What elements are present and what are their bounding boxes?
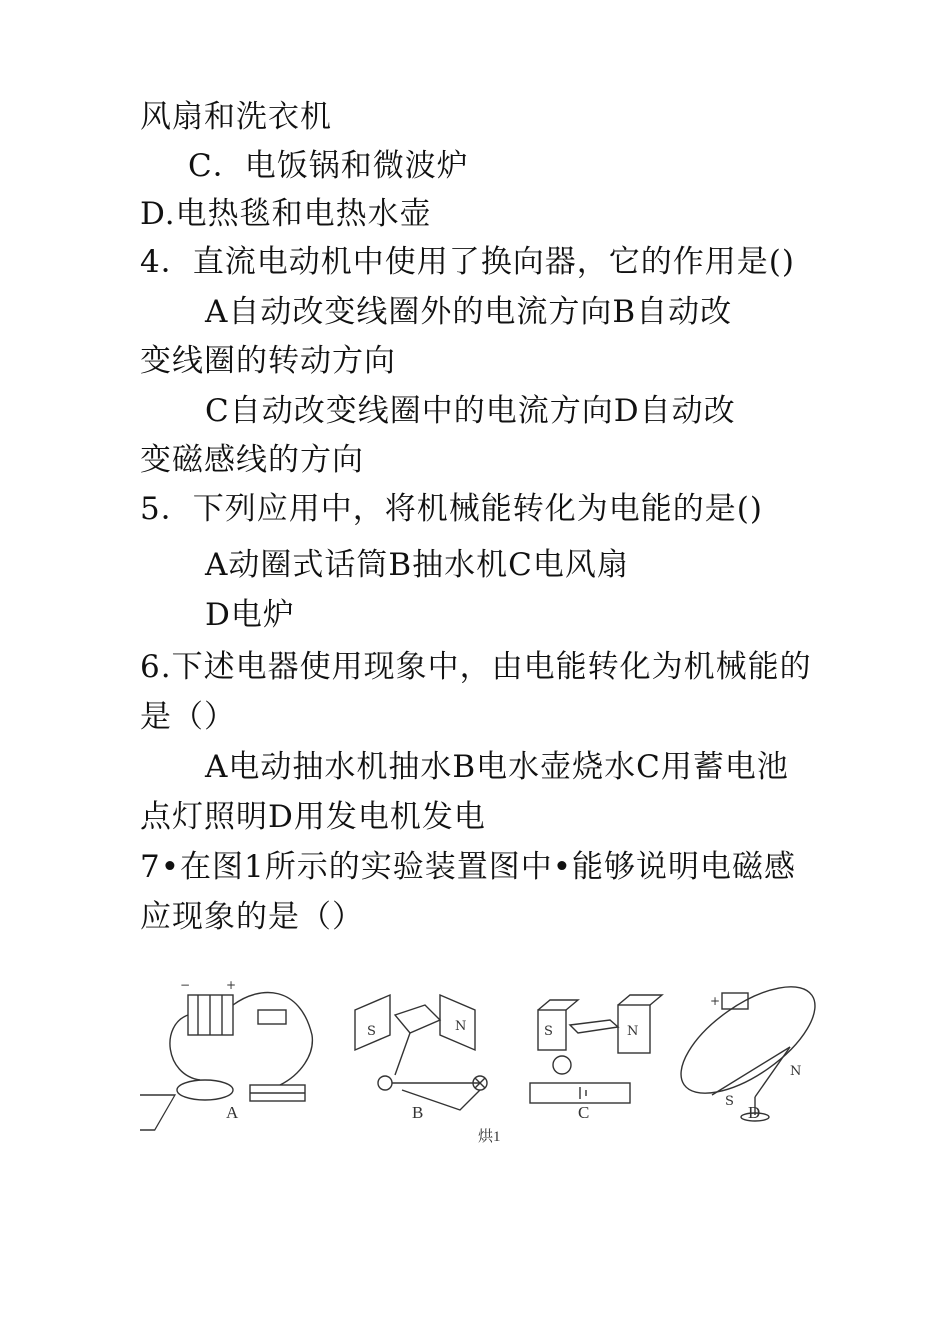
s-mark-b: S — [367, 1024, 376, 1039]
question-5: 5．下列应用中，将机械能转化为电能的是() — [140, 491, 763, 527]
q6-options-cont: 点灯照明D用发电机发电 — [140, 799, 486, 835]
minus-mark: − — [180, 978, 191, 992]
plus-mark-d: + — [710, 994, 721, 1008]
question-4: 4．直流电动机中使用了换向器，它的作用是() — [140, 244, 795, 280]
figure-label-d: D — [748, 1103, 761, 1122]
s-mark-d: S — [725, 1094, 734, 1109]
q6-options: A电动抽水机抽水B电水壶烧水C用蓄电池 — [205, 749, 789, 785]
option-d: D.电热毯和电热水壶 — [140, 196, 432, 232]
plus-mark: + — [226, 978, 237, 992]
q4-options-ab: A自动改变线圈外的电流方向B自动改 — [205, 294, 733, 330]
n-mark-b: N — [455, 1019, 467, 1034]
figure-1 — [140, 965, 820, 1155]
n-mark-d: N — [790, 1064, 802, 1079]
question-6: 6.下述电器使用现象中，由电能转化为机械能的 — [140, 649, 812, 685]
q5-options-abc: A动圈式话筒B抽水机C电风扇 — [205, 547, 629, 583]
diagram-c — [530, 995, 662, 1103]
question-7: 7•在图1所示的实验装置图中•能够说明电磁感 — [140, 849, 797, 885]
q5-option-d: D电炉 — [205, 597, 295, 633]
q4-options-ab-cont: 变线圈的转动方向 — [140, 343, 396, 379]
option-c: C．电饭锅和微波炉 — [188, 148, 469, 184]
s-mark-c: S — [544, 1024, 553, 1039]
figure-label-b: B — [412, 1103, 424, 1122]
text-line: 风扇和洗衣机 — [140, 99, 332, 135]
figure-label-a: A — [226, 1103, 239, 1122]
figure-label-c: C — [578, 1103, 590, 1122]
q4-options-cd-cont: 变磁感线的方向 — [140, 442, 364, 478]
diagram-b — [355, 995, 487, 1110]
n-mark-c: N — [627, 1024, 639, 1039]
question-7-cont: 应现象的是（） — [140, 899, 364, 935]
q4-options-cd: C自动改变线圈中的电流方向D自动改 — [205, 393, 736, 429]
figure-caption: 烘1 — [478, 1129, 501, 1145]
question-6-cont: 是（） — [140, 699, 236, 735]
diagram-d — [664, 967, 820, 1121]
